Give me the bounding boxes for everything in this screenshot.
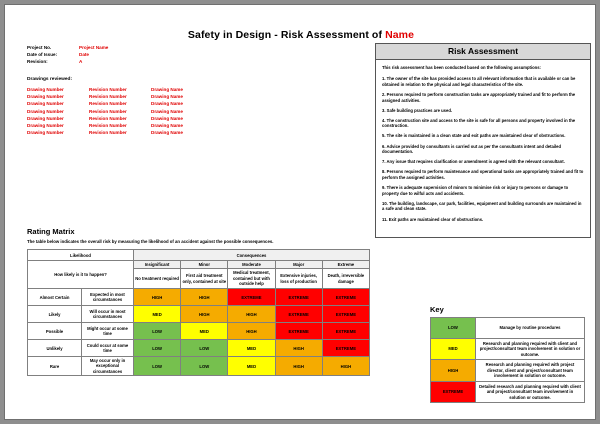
risk-assessment-item: 4. The construction site and access to the site is safe for all persons and property involved in the construction.	[382, 117, 576, 129]
matrix-rating-cell: EXTREME	[228, 289, 275, 306]
key-row	[431, 381, 585, 402]
risk-assessment-heading: Risk Assessment	[375, 43, 591, 60]
project-meta-label: Date of Issue:	[27, 52, 58, 58]
consequence-column-description: Extensive injuries, loss of production	[275, 269, 322, 289]
matrix-likelihood-description: Expected in most circumstances	[82, 289, 134, 306]
page-title-main: Safety in Design - Risk Assessment of	[187, 29, 386, 41]
matrix-rating-cell: MED	[181, 323, 228, 340]
matrix-likelihood-label: Rare	[28, 357, 82, 376]
project-meta	[27, 45, 108, 67]
matrix-row	[28, 306, 370, 323]
matrix-rating-cell: HIGH	[228, 306, 275, 323]
project-meta-row	[27, 52, 108, 59]
drawing-name: Drawing Name	[151, 115, 183, 121]
consequence-column-name: Major	[275, 261, 322, 269]
matrix-likelihood-description: May occur only in exceptional circumstances	[82, 357, 134, 376]
risk-assessment-item: 11. Exit paths are maintained clear of obstructions.	[382, 216, 484, 222]
risk-assessment-item: 1. The owner of the site has provided access to all relevant information that is available or can be obtained in relation to the physical and legal characteristics of the site.	[382, 76, 576, 87]
matrix-likelihood-description: Could occur at some time	[82, 340, 134, 357]
matrix-likelihood-label: Almost Certain	[28, 289, 82, 306]
drawing-row	[27, 116, 213, 123]
matrix-rating-cell: HIGH	[134, 289, 181, 306]
drawing-number: Drawing Number	[27, 115, 64, 121]
likelihood-question: How likely is it to happen?	[28, 261, 134, 289]
risk-assessment-body	[375, 60, 591, 238]
consequence-column-description: Death, irreversible damage	[322, 269, 369, 289]
consequence-column-description: First aid treatment only, contained at site	[181, 269, 228, 289]
key-table	[430, 317, 585, 403]
drawing-number: Drawing Number	[27, 94, 64, 100]
project-meta-row	[27, 59, 108, 66]
page-title-highlight: Name	[385, 29, 415, 41]
project-meta-value: Date	[79, 52, 89, 58]
matrix-rating-cell: LOW	[181, 340, 228, 357]
project-meta-value: Project Name	[79, 45, 109, 50]
matrix-likelihood-label: Possible	[28, 323, 82, 340]
key-description: Research and planning required with project director, client and project/consultant team involvement in solution or outcome.	[476, 360, 585, 381]
document-page	[4, 4, 596, 420]
risk-assessment-item: 3. Safe building practices are used.	[382, 107, 453, 113]
key-level-swatch: MED	[431, 339, 476, 360]
matrix-rating-cell: MED	[228, 357, 275, 376]
risk-assessment-item: 5. The site is maintained in a clean state and exit paths are maintained clear of obstructions.	[382, 133, 566, 139]
matrix-rating-cell: LOW	[134, 340, 181, 357]
consequences-header: Consequences	[134, 250, 370, 261]
matrix-row	[28, 357, 370, 376]
drawings-reviewed-label: Drawings reviewed:	[27, 77, 73, 82]
matrix-rating-cell: LOW	[181, 357, 228, 376]
matrix-likelihood-label: Likely	[28, 306, 82, 323]
matrix-rating-cell: EXTREME	[322, 289, 369, 306]
drawing-revision: Revision Number	[89, 94, 127, 100]
consequence-column-description: No treatment required	[134, 269, 181, 289]
drawing-row	[27, 94, 213, 101]
drawing-name: Drawing Name	[151, 87, 183, 92]
key-row	[431, 360, 585, 381]
drawing-revision: Revision Number	[89, 130, 127, 136]
risk-assessment-intro: This risk assessment has been conducted based on the following assumptions:	[382, 64, 541, 70]
drawing-row	[27, 130, 213, 137]
consequence-column-name: Moderate	[228, 261, 275, 269]
risk-assessment-item: 8. Persons required to perform maintenance and operational tasks are appropriately trained and fit to perform the assigned activities.	[382, 169, 584, 180]
key-row	[431, 339, 585, 360]
drawing-name: Drawing Name	[151, 94, 183, 100]
matrix-rating-cell: HIGH	[181, 289, 228, 306]
matrix-header	[28, 250, 370, 289]
page-title	[5, 29, 596, 41]
drawing-name: Drawing Name	[151, 101, 183, 107]
matrix-rating-cell: EXTREME	[322, 306, 369, 323]
matrix-rating-cell: LOW	[134, 323, 181, 340]
drawing-name: Drawing Name	[151, 108, 183, 114]
drawing-row	[27, 109, 213, 116]
rating-matrix-table	[27, 249, 370, 376]
project-meta-value: A	[79, 59, 83, 65]
matrix-row	[28, 323, 370, 340]
key-level-swatch: LOW	[431, 318, 476, 339]
consequence-column-description: Medical treatment, contained but with outside help	[228, 269, 275, 289]
key-description: Detailed research and planning required with client and project/consultant team involvement in solution or outcome.	[476, 381, 585, 402]
matrix-rating-cell: HIGH	[322, 357, 369, 376]
matrix-body	[28, 289, 370, 376]
matrix-rating-cell: EXTREME	[322, 340, 369, 357]
drawings-list	[27, 87, 213, 137]
project-meta-label: Project No.	[27, 45, 52, 50]
drawing-row	[27, 123, 213, 130]
risk-assessment-items	[382, 76, 584, 222]
consequence-column-name: Extreme	[322, 261, 369, 269]
matrix-rating-cell: HIGH	[228, 323, 275, 340]
matrix-rating-cell: LOW	[134, 357, 181, 376]
key-row	[431, 318, 585, 339]
drawing-row	[27, 101, 213, 108]
matrix-rating-cell: HIGH	[275, 357, 322, 376]
matrix-rating-cell: HIGH	[275, 340, 322, 357]
drawing-name: Drawing Name	[151, 122, 183, 128]
drawing-revision: Revision Number	[89, 101, 127, 107]
matrix-rating-cell: EXTREME	[275, 306, 322, 323]
drawing-revision: Revision Number	[89, 108, 127, 114]
drawing-row	[27, 87, 213, 94]
consequence-column-name: Minor	[181, 261, 228, 269]
matrix-row	[28, 340, 370, 357]
key-description: Manage by routine procedures	[476, 318, 585, 339]
risk-assessment-panel	[375, 43, 591, 238]
drawing-name: Drawing Name	[151, 130, 183, 136]
drawing-number: Drawing Number	[27, 130, 64, 136]
rating-matrix-title: Rating Matrix	[27, 227, 75, 236]
key-level-swatch: EXTREME	[431, 381, 476, 402]
matrix-rating-cell: EXTREME	[322, 323, 369, 340]
key-description: Research and planning required with client and project/consultant team involvement in solution or outcome.	[476, 339, 585, 360]
matrix-rating-cell: HIGH	[181, 306, 228, 323]
matrix-rating-cell: EXTREME	[275, 289, 322, 306]
drawing-revision: Revision Number	[89, 115, 127, 121]
matrix-likelihood-description: Might occur at some time	[82, 323, 134, 340]
project-meta-row	[27, 45, 108, 52]
likelihood-header: Likelihood	[28, 250, 134, 261]
drawing-number: Drawing Number	[27, 87, 64, 92]
matrix-rating-cell: MED	[228, 340, 275, 357]
risk-assessment-item: 6. Advice provided by consultants is carried out as per the consultants intent and detailed documentation.	[382, 143, 562, 155]
matrix-row	[28, 289, 370, 306]
key-level-swatch: HIGH	[431, 360, 476, 381]
drawing-number: Drawing Number	[27, 108, 64, 114]
risk-assessment-item: 10. The building, landscape, car park, facilities, equipment and building surrounds are maintained in a safe and clean state.	[382, 200, 582, 212]
matrix-likelihood-label: Unlikely	[28, 340, 82, 357]
drawing-number: Drawing Number	[27, 122, 64, 128]
risk-assessment-item: 7. Any issue that requires clarification or amendment is agreed with the relevant consultant.	[382, 159, 565, 165]
matrix-likelihood-description: Will occur in most circumstances	[82, 306, 134, 323]
risk-assessment-item: 2. Persons required to perform construction tasks are appropriately trained and fit to perform the assigned activities.	[382, 91, 576, 103]
rating-matrix-subtitle: The table below indicates the overall risk by measuring the likelihood of an accident against the possible consequences.	[27, 239, 274, 244]
key-title: Key	[430, 305, 444, 314]
project-meta-label: Revision:	[27, 59, 48, 65]
risk-assessment-item: 9. There is adequate supervision of minors to minimise risk or injury to persons or damage to property due to wilful acts and accidents.	[382, 185, 569, 196]
matrix-rating-cell: EXTREME	[275, 323, 322, 340]
drawing-number: Drawing Number	[27, 101, 64, 107]
consequence-column-name: Insignificant	[134, 261, 181, 269]
matrix-rating-cell: MED	[134, 306, 181, 323]
drawing-revision: Revision Number	[89, 122, 127, 128]
drawing-revision: Revision Number	[89, 87, 127, 92]
